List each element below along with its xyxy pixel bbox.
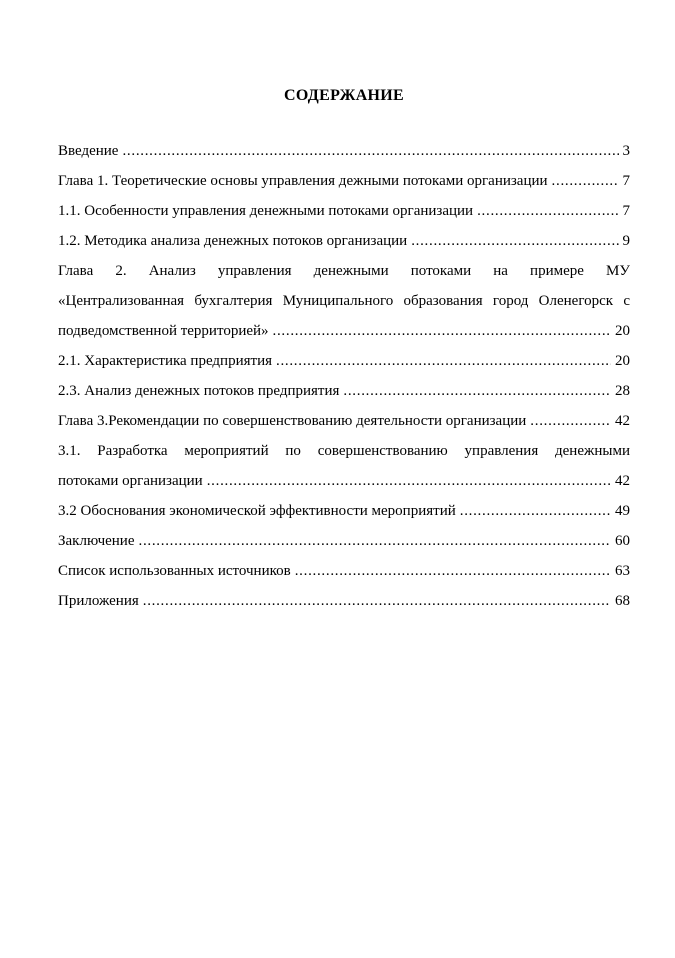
toc-entry-title: 1.2. Методика анализа денежных потоков организации [58, 233, 408, 249]
toc-dot-leader [276, 346, 611, 376]
toc-entry-row [58, 226, 630, 256]
toc-entry [58, 346, 630, 376]
toc-entry [58, 526, 630, 556]
toc-entry [58, 406, 630, 436]
toc-entry-row [58, 406, 630, 436]
toc-entry-title: Введение [58, 143, 119, 159]
toc-dot-leader [343, 376, 611, 406]
page-title: СОДЕРЖАНИЕ [283, 87, 405, 104]
toc-dot-leader [207, 466, 611, 496]
toc-page-number: 68 [615, 593, 630, 609]
toc-entry-row [58, 166, 630, 196]
toc-entry [58, 136, 630, 166]
toc-entry-title: 1.1. Особенности управления денежными потоками организации [58, 203, 474, 219]
toc-dot-leader [122, 136, 618, 166]
toc-entry-title: потоками организации [58, 473, 203, 489]
toc-page-number: 28 [615, 383, 630, 399]
toc-entry-row [58, 466, 630, 496]
toc-entry-title: 3.2 Обоснования экономической эффективности мероприятий [58, 503, 456, 519]
toc-entry [58, 556, 630, 586]
toc-entry-title: Список использованных источников [58, 563, 291, 579]
toc-entry-row [58, 556, 630, 586]
toc-entry-line: Глава 2. Анализ управления денежными потоками на примере МУ [58, 263, 630, 279]
toc-dot-leader [530, 406, 611, 436]
toc-entry [58, 166, 630, 196]
toc-dot-leader [460, 496, 611, 526]
toc-entry-line: «Централизованная бухгалтерия Муниципального образования город Оленегорск с [58, 293, 630, 309]
toc-dot-leader [411, 226, 618, 256]
toc-entry [58, 436, 630, 496]
toc-dot-leader [477, 196, 618, 226]
toc-entry-title: Заключение [58, 533, 135, 549]
toc-entry-row [58, 586, 630, 616]
toc-page-number: 20 [615, 323, 630, 339]
toc-entry-row [58, 136, 630, 166]
toc-dot-leader [295, 556, 611, 586]
toc-entry [58, 496, 630, 526]
toc-entry-title: 2.3. Анализ денежных потоков предприятия [58, 383, 340, 399]
toc-dot-leader [143, 586, 611, 616]
toc-entry [58, 256, 630, 346]
toc-entry-title: 2.1. Характеристика предприятия [58, 353, 272, 369]
toc-page-number: 7 [622, 173, 630, 189]
toc-entry-row [58, 196, 630, 226]
toc-page-number: 49 [615, 503, 630, 519]
toc-page-number: 9 [622, 233, 630, 249]
toc-entry-line: 3.1. Разработка мероприятий по совершенствованию управления денежными [58, 443, 630, 459]
toc-entry-row [58, 526, 630, 556]
toc-page-number: 60 [615, 533, 630, 549]
toc-entry-row [58, 346, 630, 376]
toc-entry [58, 376, 630, 406]
toc-page-number: 42 [615, 413, 630, 429]
toc-list [58, 136, 630, 616]
toc-entry [58, 196, 630, 226]
toc-page-number: 63 [615, 563, 630, 579]
toc-page-number: 42 [615, 473, 630, 489]
toc-entry-title: Глава 3.Рекомендации по совершенствованию деятельности организации [58, 413, 527, 429]
toc-page-number: 7 [622, 203, 630, 219]
toc-dot-leader [552, 166, 619, 196]
toc-dot-leader [139, 526, 612, 556]
toc-page-number: 20 [615, 353, 630, 369]
toc-entry-row [58, 376, 630, 406]
toc-dot-leader [273, 316, 611, 346]
toc-entry-row [58, 316, 630, 346]
toc-entry [58, 586, 630, 616]
toc-entry-title: Приложения [58, 593, 139, 609]
toc-entry-title: подведомственной территорией» [58, 323, 269, 339]
toc-entry-title: Глава 1. Теоретические основы управления дежными потоками организации [58, 173, 548, 189]
toc-page-number: 3 [622, 143, 630, 159]
toc-entry [58, 226, 630, 256]
toc-entry-row [58, 496, 630, 526]
